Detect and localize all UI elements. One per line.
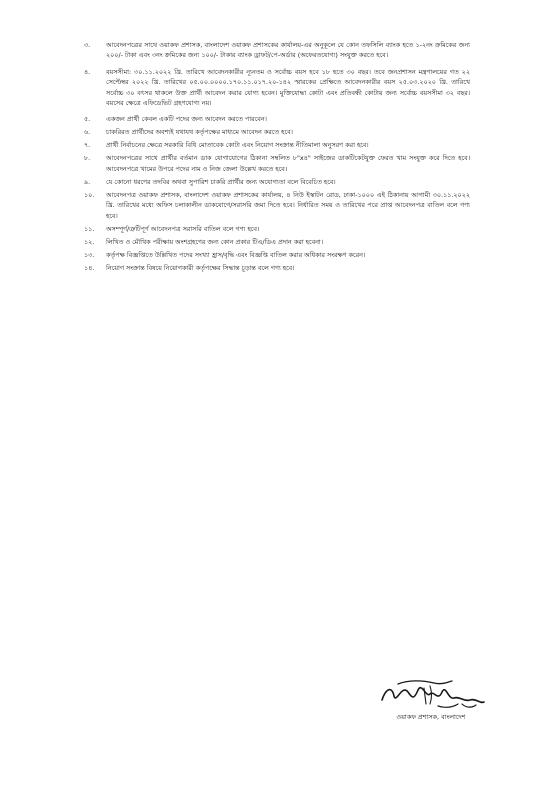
list-item	[84, 140, 470, 150]
item-number: ১৩.	[84, 250, 95, 259]
item-number: ৮.	[84, 154, 91, 163]
item-number: ১২.	[84, 237, 95, 246]
list-item	[84, 153, 470, 174]
list-item	[84, 224, 470, 234]
handwritten-signature-icon	[378, 678, 488, 712]
list-item	[84, 114, 470, 124]
item-text: লিখিত ও মৌখিক পরীক্ষায় অংশগ্রহণের জন্য কোন প্রকার টিএ/ডিএ প্রদান করা হবেনা।	[106, 237, 324, 246]
item-number: ১৪.	[84, 263, 95, 272]
item-text: একজন প্রার্থী কেবল একটি পদের জন্য আবেদন করতে পারবেন।	[106, 115, 267, 124]
item-text: বয়সসীমা: ৩০.১১.২০২২ খ্রি. তারিখে আবেদনকারীর ন্যূনতম ও সর্বোচ্চ বয়স হবে ১৮ হতে ৩০ বছর। তবে জনপ্রশাসন মন্ত্রণালয়ের গত ২২ সেপ্টেম্বর ২০২২ খ্রি. তারিখের ০৫.০০.০০০০.১৭০.১১.০১৭.২০-১৪২ স্মারকের প্রেক্ষিতে আবেদনকারীর বয়স ২৫.০৩.২০২০ খ্রি. তারিখে সর্বোচ্চ ৩০ বৎসর থাকলে উক্ত প্রার্থী আবেদন করার যোগ্য হবেন। মুক্তিযোদ্ধা কোটা এবং প্রতিবন্ধী কোটায় জন্য সর্বোচ্চ বয়সসীমা ৩২ বছর। বয়সের ক্ষেত্রে এফিডেভিট গ্রহণযোগ্য নয়।	[106, 67, 470, 108]
item-text: আবেদনপত্রের সাথে ওয়াকফ প্রশাসক, বাংলাদেশ ওয়াকফ প্রশাসকের কার্যালয়-এর অনুকূলে যে কোন তফসিলি ব্যাংক হতে ১-২নং ক্রমিকের জন্য ২০০/- টাকা এবং ৩নং ক্রমিকের জন্য ১০০/- টাকার ব্যাংক ড্রাফট/পে-অর্ডার (অফেরতযোগ্য) সংযুক্ত করতে হবে।	[106, 41, 470, 60]
list-item	[84, 127, 470, 137]
item-text: আবেদনপত্রের সাথে প্রার্থীর বর্তমান ডাক যোগাযোগের ঠিকানা সম্বলিত ৮"x৪" সাইজের ডাকটিকেটযুক্ত ফেরত খাম সংযুক্ত করে দিতে হবে। আবেদনপত্রে খামের উপরে পদের নাম ও নিজ জেলা উল্লেখ করতে হবে।	[106, 154, 470, 173]
item-number: ৯.	[84, 177, 91, 186]
item-number: ৬.	[84, 128, 91, 137]
list-item	[84, 177, 470, 187]
item-text: কর্তৃপক্ষ বিজ্ঞপ্তিতে উল্লিখিত পদের সংখ্যা হ্রাস/বৃদ্ধি এবং বিজ্ঞপ্তি বাতিল করার অধিকার সংরক্ষণ করেন।	[106, 250, 366, 259]
list-item	[84, 190, 470, 221]
signatory-title: ওয়াকফ প্রশাসক, বাংলাদেশ	[396, 713, 466, 721]
item-number: ১০.	[84, 190, 95, 199]
instructions-list	[84, 40, 470, 276]
list-item	[84, 250, 470, 260]
list-item	[84, 237, 470, 247]
list-item	[84, 263, 470, 273]
item-text: আবেদনপত্র ওয়াকফ প্রশাসক, বাংলাদেশ ওয়াকফ প্রশাসকের কার্যালয়, ৪ নিউ ইস্কাটন রোড, ঢাকা-১০০০ এই ঠিকানায় আগামী ৩০.১১.২০২২ খ্রি. তারিখের মধ্যে অফিস চলাকালীন ডাকযোগে/সরাসরি জমা দিতে হবে। নির্ধারিত সময় ও তারিখের পরে প্রাপ্ত আবেদনপত্র বাতিল বলে গণ্য হবে।	[106, 190, 470, 220]
list-item	[84, 67, 470, 109]
item-number: ৫.	[84, 115, 91, 124]
list-item	[84, 40, 470, 61]
item-text: অসম্পূর্ণ/ত্রুটিপূর্ণ আবেদনপত্র সরাসরি বাতিল বলে গণ্য হবে।	[106, 224, 260, 233]
item-number: ৭.	[84, 141, 91, 150]
item-text: চাকরিরত প্রার্থীদের অবশ্যই যথাযথ কর্তৃপক্ষের মাধ্যমে আবেদন করতে হবে।	[106, 128, 293, 137]
item-number: ৪.	[84, 67, 91, 76]
item-text: যে কোনো ধরণের তদবির অথবা সুপারিশ চাকরি প্রার্থীর জন্য অযোগ্যতা বলে বিবেচিত হবে।	[106, 177, 336, 186]
item-text: নিয়োগ সংক্রান্ত বিষয়ে নিয়োগকারী কর্তৃপক্ষের সিদ্ধান্ত চূড়ান্ত বলে গণ্য হবে।	[106, 263, 295, 272]
item-number: ৩.	[84, 41, 91, 49]
item-text: প্রার্থী নির্বাচনের ক্ষেত্রে সরকারি বিধি মোতাবেক কোটা এবং নিয়োগ সংক্রান্ত নীতিমালা অনুসরণ করা হবে।	[106, 141, 369, 150]
item-number: ১১.	[84, 224, 95, 233]
